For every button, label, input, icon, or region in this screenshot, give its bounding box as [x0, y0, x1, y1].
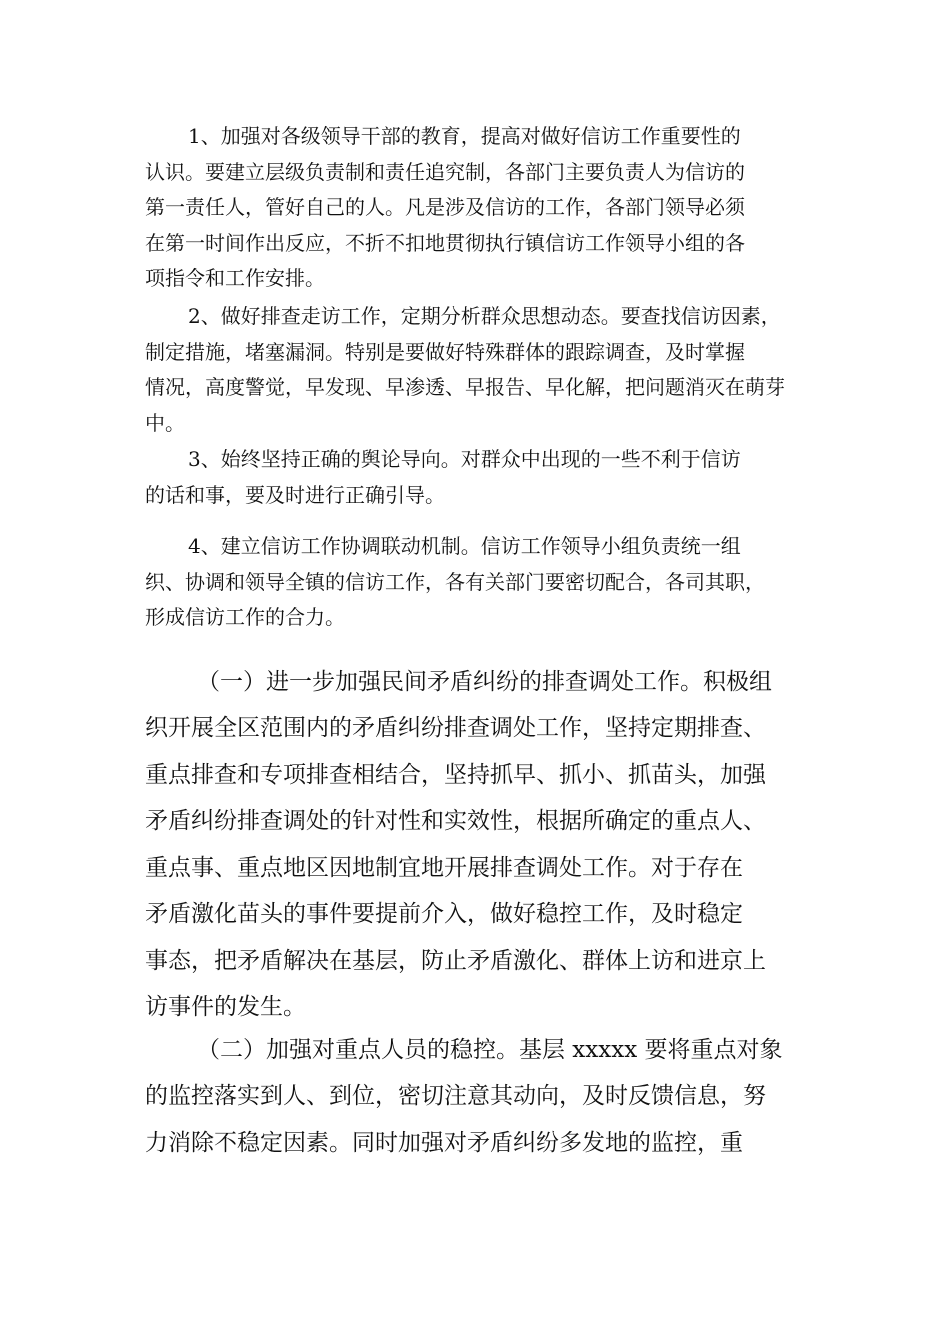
paragraph-line: 的话和事，要及时进行正确引导。 — [145, 483, 445, 507]
paragraph-line: 认识。要建立层级负责制和责任追究制，各部门主要负责人为信访的 — [145, 160, 745, 184]
paragraph-line: 2、做好排查走访工作，定期分析群众思想动态。要查找信访因素， — [188, 304, 781, 328]
paragraph-line: 1、加强对各级领导干部的教育，提高对做好信访工作重要性的 — [188, 124, 741, 148]
paragraph-line: 织开展全区范围内的矛盾纠纷排查调处工作，坚持定期排查、 — [145, 715, 766, 741]
paragraph-line: （一）进一步加强民间矛盾纠纷的排查调处工作。积极组 — [197, 669, 772, 695]
paragraph-line: 力消除不稳定因素。同时加强对矛盾纠纷多发地的监控，重 — [145, 1130, 743, 1156]
paragraph-line: 项指令和工作安排。 — [145, 266, 325, 290]
paragraph-line: 访事件的发生。 — [145, 994, 306, 1020]
paragraph-line: 矛盾激化苗头的事件要提前介入，做好稳控工作，及时稳定 — [145, 901, 743, 927]
paragraph-line: 情况，高度警觉，早发现、早渗透、早报告、早化解，把问题消灭在萌芽 — [145, 375, 785, 399]
paragraph-line: 的监控落实到人、到位，密切注意其动向，及时反馈信息，努 — [145, 1083, 766, 1109]
paragraph-line: 4、建立信访工作协调联动机制。信访工作领导小组负责统一组 — [188, 534, 741, 558]
paragraph-line: 在第一时间作出反应，不折不扣地贯彻执行镇信访工作领导小组的各 — [145, 231, 745, 255]
paragraph-line: 事态，把矛盾解决在基层，防止矛盾激化、群体上访和进京上 — [145, 948, 766, 974]
paragraph-line: 中。 — [145, 411, 185, 435]
paragraph-line: 矛盾纠纷排查调处的针对性和实效性，根据所确定的重点人、 — [145, 808, 766, 834]
paragraph-line: 3、始终坚持正确的舆论导向。对群众中出现的一些不利于信访 — [188, 447, 741, 471]
paragraph-line: 重点排查和专项排查相结合，坚持抓早、抓小、抓苗头，加强 — [145, 762, 766, 788]
paragraph-line: 制定措施，堵塞漏洞。特别是要做好特殊群体的跟踪调查，及时掌握 — [145, 340, 745, 364]
paragraph-line: 重点事、重点地区因地制宜地开展排查调处工作。对于存在 — [145, 855, 743, 881]
paragraph-line: 第一责任人，管好自己的人。凡是涉及信访的工作，各部门领导必须 — [145, 195, 745, 219]
paragraph-line: （二）加强对重点人员的稳控。基层 xxxxx 要将重点对象 — [197, 1037, 783, 1063]
paragraph-line: 形成信访工作的合力。 — [145, 605, 345, 629]
paragraph-line: 织、协调和领导全镇的信访工作，各有关部门要密切配合，各司其职， — [145, 570, 765, 594]
